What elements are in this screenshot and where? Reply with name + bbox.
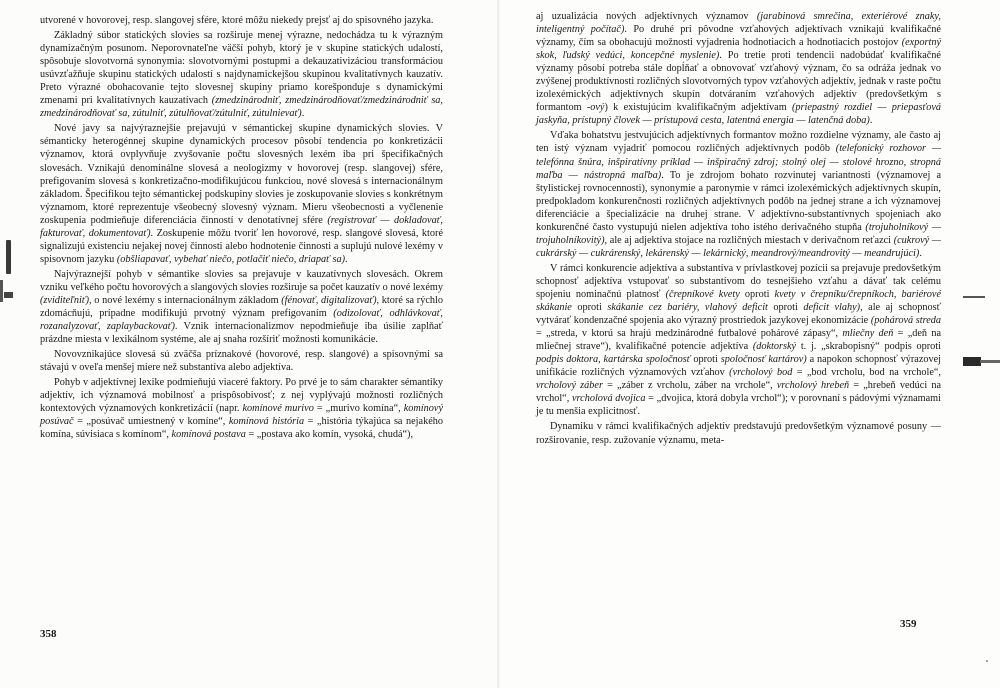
- scan-artifact: [4, 292, 13, 298]
- left-page-text: [40, 14, 443, 442]
- paragraph: Základný súbor statických slovies sa rozširuje menej výrazne, nedochádza tu k výrazným dynamizačným posunom. Neporovnateľne väčší pohyb, ktorý je v skupine statických udalostí, spôsobuje slovotvorná synonymia: slovotvornými postupmi a dekauzativizáciou transformáciou usúvzťažňuje skupinu statických udalostí s najdynamickejšou skupinou kvalitatívnych kauzatív. Preto výrazné obohacovanie tejto slovesnej skupiny priamo korešponduje s dynamickými zmenami pri kvalitatívnych kauzatívach (zmedzinárodniť, zmedzinárodňovať/zmedzinárodniť sa, zmedzinárodňovať sa, zútulniť, zútulňovať/zútulniť, zútulnievať).: [40, 30, 443, 120]
- paragraph: Pohyb v adjektívnej lexike podmieňujú viaceré faktory. Po prvé je to sám charakter sémantiky adjektív, ich významová mobilnosť a prispôsobivosť; z nej vyplývajú možnosti rozličných kontextových významových konkretizácií (napr. komínové murivo = „murivo komína“, komínový posúvač = „posúvač umiestnený v komíne“, komínová história = „história týkajúca sa nejakého komína, súvisiaca s komínom“, komínová postava = „postava ako komín, vysoká, chudá“),: [40, 377, 444, 441]
- paragraph: Novovznikajúce slovesá sú zväčša príznakové (hovorové, resp. slangové) a spisovnými sa stávajú v oveľa menšej miere než substantíva alebo adjektíva.: [40, 349, 443, 374]
- paragraph: aj uzualizácia nových adjektívnych významov (jarabinová smrečina, exteriérové znaky, inteligentný počítač). Po druhé pri pôvodne vzťahových adjektívach vznikajú kvalifikačné významy, čím sa obohacujú možnosti vyjadrenia hodnotiacich a hodnotiacich postojov (exportný skok, ľudský vedúci, koncepčné myslenie). Po tretie proti tendencii nadobúdať kvalifikačné významy pôsobí potreba stále dopĺňať a obnovovať vzťahový význam, čo sa odráža jednak vo zvýšenej produktívnosti rozličných slovotvorných typov vzťahových adjektív, jednak v raste počtu izolexémických adjektívnych skupín dotváraním vzťahových adjektív (predovšetkým s formantom -ový) k existujúcim kvalifikačným adjektívam (priepastný rozdiel — priepasťová jaskyňa, prístupný človek — prístupová cesta, latentná energia — latenčná doba).: [536, 11, 941, 127]
- scan-artifact: [980, 360, 1000, 363]
- paragraph: V rámci konkurencie adjektíva a substantíva v prívlastkovej pozícii sa prejavuje predovšetkým schopnosť adjektíva vstupovať so substantívom do tesnejšieho vzťahu a dávať tak celému spojeniu nominačnú platnosť (črepníkové kvety oproti kvety v črepníku/črepníkoch, bariérové skákanie oproti skákanie cez bariéry, vlahový deficit oproti deficit vlahy), ale aj schopnosť vytvárať kondenzačné spojenia ako výrazný prostriedok jazykovej ekonomizácie (pohárová streda = „streda, v ktorú sa hrajú medzinárodné futbalové pohárové zápasy“, mliečny deň = „deň na mliečnej strave“), kvalifikačné potencie adjektíva (doktorský t. j. „skrabopisný“ podpis oproti podpis doktora, kartárska spoločnosť oproti spoločnosť kartárov) a napokon schopnosť výrazovej unifikácie rozličných významových vzťahov (vrcholový bod = „bod vrcholu, bod na vrchole“, vrcholový záber = „záber z vrcholu, záber na vrchole“, vrcholový hrebeň = „hrebeň vedúci na vrchol“, vrcholová dvojica = „dvojica, ktorá dobyla vrchol“); v porovnaní s pádovými významami je tu menšia explicitnosť.: [536, 262, 942, 418]
- paragraph: Najvýraznejší pohyb v sémantike slovies sa prejavuje v kauzatívnych slovesách. Okrem vzniku veľkého počtu hovorových a slangových slovies rozširuje sa počet kauzatív o nové lexémy (zviditeľniť), o nové lexémy s internacionálnym základom (fénovať, digitalizovať), ktoré sa rýchlo zdomácňujú, prípadne modifikujú prvotný význam prefigovaním (odizolovať, odhlávkovať, rozanalyzovať, zaplaybackovať). Vznik internacionalizmov nepodmieňuje iba úsilie zaplňať prázdne miesta v lexikálnom systéme, ale aj snaha rozšíriť možnosti komunikácie.: [40, 268, 443, 346]
- paragraph: Nové javy sa najvýraznejšie prejavujú v sémantickej skupine dynamických slovies. V sémanticky heterogénnej skupine dynamických procesov pôsobí tendencia po konkretizácii významov, ktorá ovplyvňuje zvyšovanie počtu slovesných lexém iba pri špecifikačných slovesách. Vznikajú denominálne slovesá a neologizmy v hovorovej (resp. slangovej) sfére, prefigovaním slovesá s konkretizačno-modifikujúcou funkciou, nové slovesá s internacionálnym základom. Špecifikou tejto sémantickej podskupiny slovies je zoskupovanie slovies s konkrétnym významom, ktoré reprezentuje všeobecný slovesný význam. Mieru všeobecnosti a vyčlenenie zoskupenia podmieňuje diferenciácia činností v denotatívnej sfére (registrovať — dokladovať, fakturovať, dokumentovať). Zoskupenie môžu tvoriť len hovorové, resp. slangové slovesá, ktoré signalizujú existenciu nejakej novej činnosti alebo hodnotenie činnosti a suplujú nulové lexémy v spisovnom jazyku (obšliapavať, vybehať niečo, potlačiť niečo, driapať sa).: [40, 123, 443, 265]
- scan-artifact: [6, 240, 11, 274]
- paragraph: Vďaka bohatstvu jestvujúcich adjektívnych formantov možno rozdielne významy, ale často aj ten istý význam vyjadriť pomocou rozličných adjektívnych podôb (telefonický rozhovor — telefónna šnúra, inšpiratívny príklad — inšpiračný zdroj; stolný olej — stolové hrozno, stropná maľba — nástropná maľba). To je zdrojom bohato rozvinutej variantnosti (významovej a štylistickej rovnocennosti), synonymie a paronymie v rámci izolexémických adjektívnych skupín, predpokladom konkurenčnosti rozličných adjektívnych podôb na jednej strane a ich významovej diferenciácie a špecializácie na druhej strane. V adjektívno-substantívnych spojeniach ako konkurenčné často vystupujú nielen adjektíva toho istého derivačného stupňa (trojuholníkový — trojuholníkovitý), ale aj adjektíva stojace na rozličných miestach v derivačnom reťazci (cukrový — cukrárský — cukrárenský, lekárenský — lekárnický, meandrový/meandrovitý — meandrujúci).: [536, 130, 941, 259]
- page-number: 358: [40, 628, 57, 640]
- page-number: 359: [900, 618, 917, 630]
- scan-artifact: [986, 660, 988, 662]
- paragraph: Dynamiku v rámci kvalifikačných adjektív predstavujú predovšetkým významové posuny — rozširovanie, resp. zužovanie významu, meta-: [536, 421, 941, 446]
- right-page: [500, 0, 1000, 688]
- scan-artifact: [0, 280, 3, 302]
- scan-artifact: [963, 357, 981, 366]
- scan-artifact: [963, 296, 985, 298]
- paragraph: utvorené v hovorovej, resp. slangovej sfére, ktoré môžu niekedy prejsť aj do spisovného jazyka.: [40, 15, 434, 26]
- right-page-text: [536, 10, 941, 447]
